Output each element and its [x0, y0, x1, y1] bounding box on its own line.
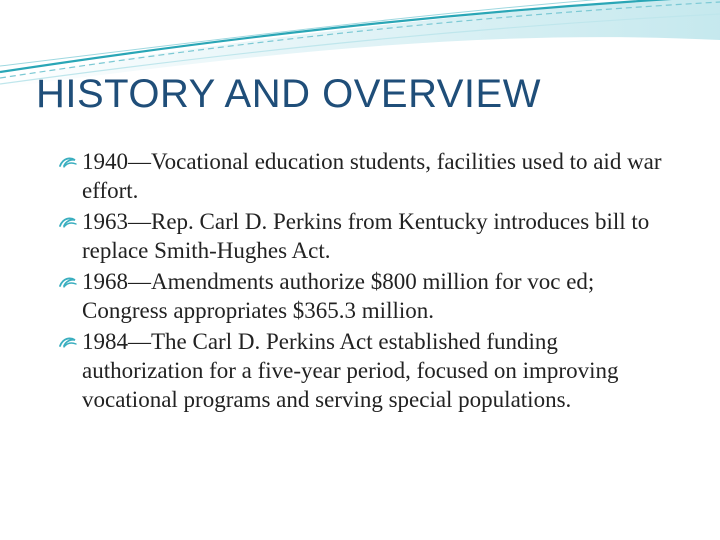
- bullet-list: [82, 147, 682, 416]
- swirl-bullet-icon: [58, 335, 78, 349]
- bullet-text: 1963—Rep. Carl D. Perkins from Kentucky introduces bill to replace Smith-Hughes Act.: [82, 209, 650, 263]
- swirl-bullet-icon: [58, 275, 78, 289]
- bullet-item-1940: [82, 147, 682, 205]
- bullet-text: 1984—The Carl D. Perkins Act established funding authorization for a five-year period, focused on improving vocational programs and serving special populations.: [82, 329, 619, 412]
- swirl-bullet-icon: [58, 215, 78, 229]
- bullet-text: 1968—Amendments authorize $800 million for voc ed; Congress appropriates $365.3 million.: [82, 269, 595, 323]
- bullet-item-1984: [82, 327, 682, 414]
- swirl-bullet-icon: [58, 155, 78, 169]
- slide-title: HISTORY AND OVERVIEW: [36, 72, 541, 116]
- bullet-item-1963: [82, 207, 682, 265]
- bullet-item-1968: [82, 267, 682, 325]
- bullet-text: 1940—Vocational education students, facilities used to aid war effort.: [82, 149, 662, 203]
